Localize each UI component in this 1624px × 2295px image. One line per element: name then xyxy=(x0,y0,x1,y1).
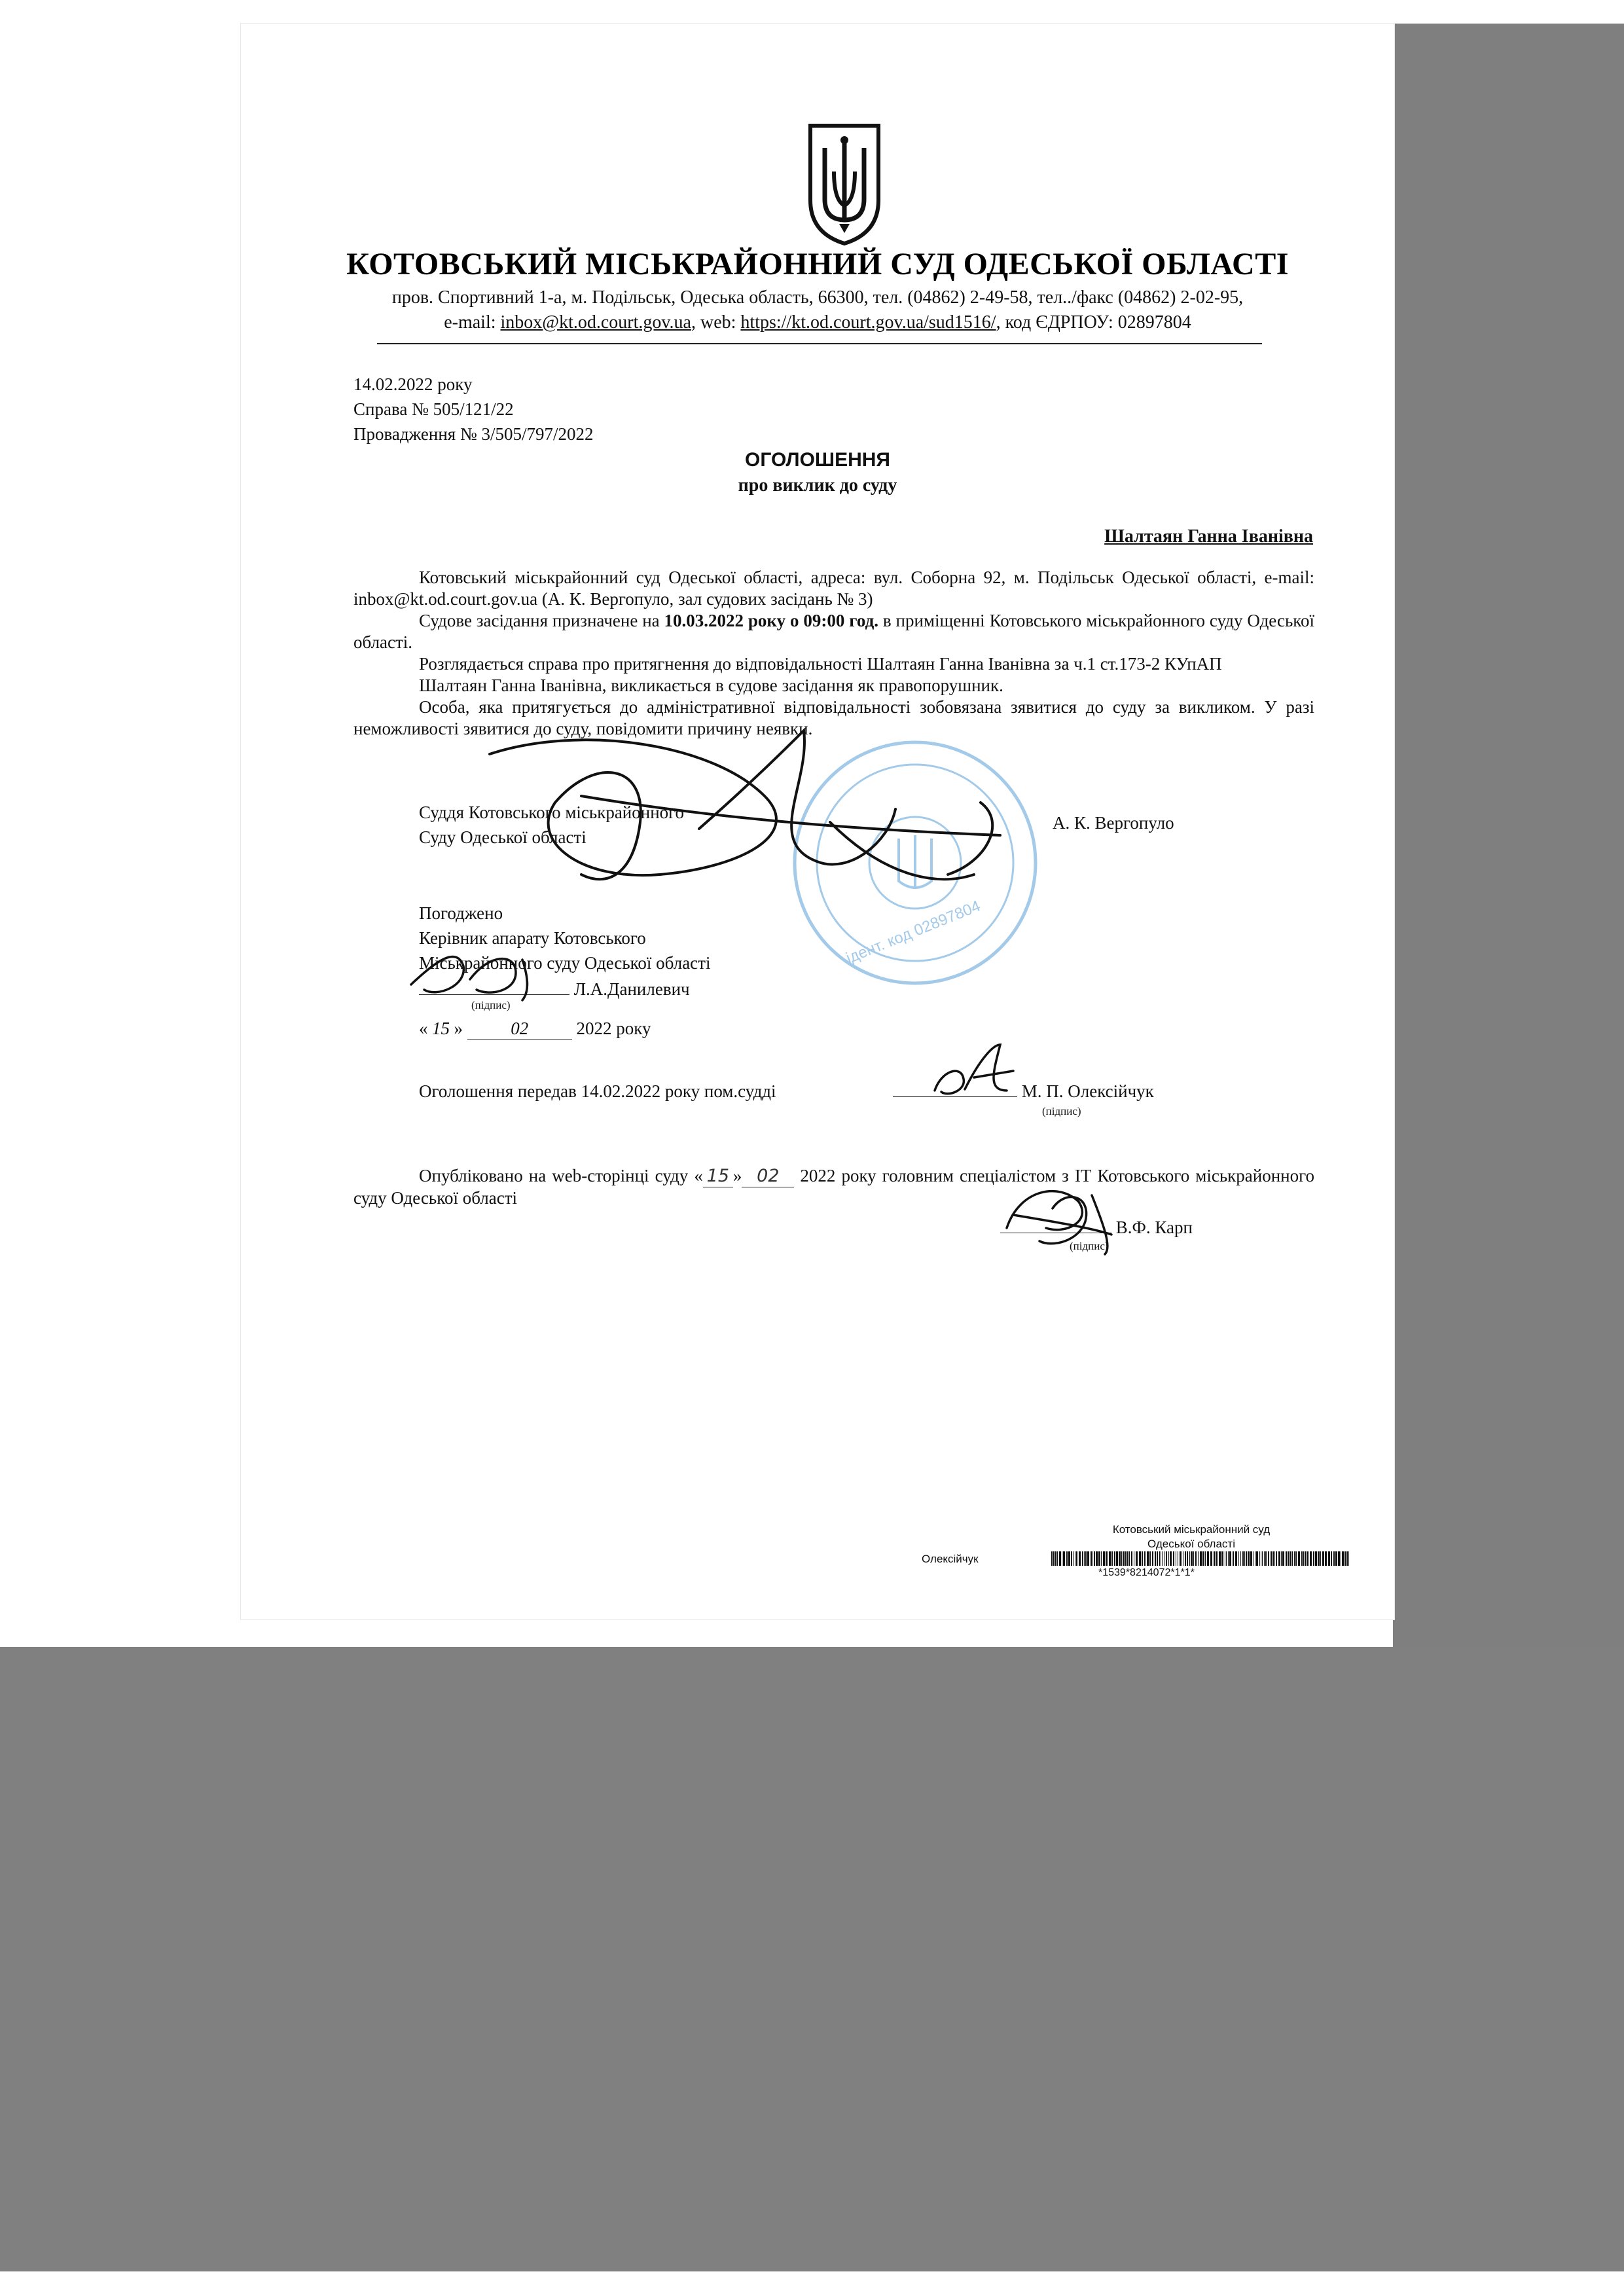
barcode-bar xyxy=(1226,1551,1227,1566)
barcode-bar xyxy=(1056,1551,1058,1566)
published-quote-close: » xyxy=(732,1166,742,1185)
published-tail: 2022 року головним спеціалістом з ІТ Котовського міськрайонного суду Одеської області xyxy=(353,1166,1314,1208)
barcode-bar xyxy=(1193,1551,1194,1566)
agreed-line-1: Керівник апарату Котовського xyxy=(419,928,646,948)
hearing-lead: Судове засідання призначене на xyxy=(419,611,664,630)
barcode-bar xyxy=(1087,1551,1089,1566)
barcode-bar xyxy=(1106,1551,1108,1566)
barcode-bar xyxy=(1264,1551,1265,1566)
barcode-bar xyxy=(1111,1551,1113,1566)
barcode-bar xyxy=(1315,1551,1317,1566)
judge-title-line-2: Суду Одеської області xyxy=(419,827,586,847)
agreed-signature-line xyxy=(419,979,690,1000)
barcode-bar xyxy=(1059,1551,1061,1566)
barcode-bar xyxy=(1272,1551,1274,1566)
footer-court-stamp xyxy=(1041,1523,1342,1551)
transfer-name: М. П. Олексійчук xyxy=(1021,1081,1154,1101)
barcode-bar xyxy=(1073,1551,1074,1566)
barcode-icon xyxy=(986,1551,1352,1566)
barcode-bar xyxy=(1162,1551,1163,1566)
barcode-bar xyxy=(1342,1551,1344,1566)
judge-title-line-1: Суддя Котовського міськрайонного xyxy=(419,803,685,822)
barcode-bar xyxy=(1129,1551,1130,1566)
court-name: КОТОВСЬКИЙ МІСЬКРАЙОННИЙ СУД ОДЕСЬКОЇ ОБЛАСТІ xyxy=(346,247,1289,281)
barcode-bar xyxy=(1278,1551,1280,1566)
barcode-bar xyxy=(1298,1551,1300,1566)
barcode-bar xyxy=(1328,1551,1330,1566)
web-link[interactable]: https://kt.od.court.gov.ua/sud1516/ xyxy=(740,312,996,333)
judge-name: А. К. Вергопуло xyxy=(1053,813,1174,833)
barcode-bar xyxy=(1265,1551,1267,1566)
barcode-bar xyxy=(1159,1551,1160,1566)
barcode-bar xyxy=(1288,1551,1290,1566)
barcode-bar xyxy=(1286,1551,1287,1566)
barcode-bar xyxy=(1109,1551,1111,1566)
barcode-bar xyxy=(1094,1551,1095,1566)
barcode-bar xyxy=(1320,1551,1321,1566)
barcode-bar xyxy=(1166,1551,1167,1566)
agreed-name: Л.А.Данилевич xyxy=(573,979,690,999)
summons-paragraph: Шалтаян Ганна Іванівна, викликається в судове засідання як правопорушник. xyxy=(419,676,1003,695)
barcode-bar xyxy=(1294,1551,1295,1566)
barcode-bar xyxy=(1290,1551,1291,1566)
agreed-line-2: Міськрайонного суду Одеської області xyxy=(419,953,711,973)
barcode-bar xyxy=(1149,1551,1151,1566)
barcode-bar xyxy=(1256,1551,1258,1566)
published-paragraph xyxy=(353,1165,1314,1209)
barcode-bar xyxy=(1292,1551,1293,1566)
barcode-bar xyxy=(1139,1551,1141,1566)
barcode-bar xyxy=(1136,1551,1138,1566)
barcode-bar xyxy=(1268,1551,1269,1566)
barcode-bar xyxy=(1250,1551,1252,1566)
document-title: ОГОЛОШЕННЯ xyxy=(745,449,890,471)
scan-margin-bottom xyxy=(0,1647,1624,2295)
barcode-bar xyxy=(1322,1551,1324,1566)
barcode-bar xyxy=(1338,1551,1340,1566)
barcode-bar xyxy=(1242,1551,1244,1566)
email-link[interactable]: inbox@kt.od.court.gov.ua xyxy=(500,312,691,333)
barcode-bar xyxy=(1310,1551,1312,1566)
published-month: 02 xyxy=(742,1165,794,1187)
court-info-paragraph: Котовський міськрайонний суд Одеської області, адреса: вул. Соборна 92, м. Подільськ Одеської області, e-mail: inbox@kt.od.court.gov.ua (А. К. Вергопуло, зал судових засідань № 3) xyxy=(353,568,1314,609)
barcode-bar xyxy=(1116,1551,1118,1566)
quote-open: « xyxy=(419,1019,428,1038)
stamp-code-text: ідент. код 02897804 xyxy=(843,897,983,967)
barcode-bar xyxy=(1305,1551,1306,1566)
barcode-bar xyxy=(1066,1551,1068,1566)
scan-edge-bottom xyxy=(0,2271,1624,2295)
barcode-bar xyxy=(1119,1551,1121,1566)
agreed-block xyxy=(419,901,710,975)
hearing-paragraph xyxy=(353,610,1314,653)
barcode-bar xyxy=(1123,1551,1125,1566)
obligation-paragraph: Особа, яка притягується до адміністративної відповідальності зобовязана зявитися до суду за викликом. У разі неможливості зявитися до суду, повідомити причину неявки. xyxy=(353,697,1314,738)
barcode-bar xyxy=(1301,1551,1303,1566)
publisher-signature-line xyxy=(1000,1218,1193,1238)
barcode-bar xyxy=(1051,1551,1053,1566)
barcode-bar xyxy=(1228,1551,1229,1566)
barcode-bar xyxy=(1274,1551,1275,1566)
barcode-bar xyxy=(1131,1551,1132,1566)
barcode-bar xyxy=(1185,1551,1186,1566)
barcode-bar xyxy=(1055,1551,1056,1566)
notice-body xyxy=(353,567,1314,740)
contact-line xyxy=(241,310,1394,335)
barcode-bar xyxy=(1079,1551,1081,1566)
barcode-bar xyxy=(1205,1551,1206,1566)
publisher-name: В.Ф. Карп xyxy=(1115,1218,1193,1237)
barcode-bar xyxy=(1202,1551,1204,1566)
barcode-bar xyxy=(1068,1551,1070,1566)
barcode-bar xyxy=(1053,1551,1055,1566)
barcode-bar xyxy=(1170,1551,1172,1566)
document-subtitle: про виклик до суду xyxy=(738,475,897,496)
barcode-bar xyxy=(1346,1551,1348,1566)
barcode-bar xyxy=(1214,1551,1215,1566)
barcode-bar xyxy=(1262,1551,1263,1566)
addressee-name: Шалтаян Ганна Іванівна xyxy=(1104,526,1313,547)
case-number: Справа № 505/121/22 xyxy=(353,399,514,419)
hearing-datetime: 10.03.2022 року о 09:00 год. xyxy=(664,611,878,630)
footer-court-line-1: Котовський міськрайонний суд xyxy=(1112,1523,1271,1536)
barcode-bar xyxy=(1180,1551,1182,1566)
barcode-bar xyxy=(1248,1551,1250,1566)
barcode-bar xyxy=(1233,1551,1234,1566)
barcode-bar xyxy=(1121,1551,1122,1566)
barcode-bar xyxy=(1216,1551,1218,1566)
barcode-bar xyxy=(1085,1551,1087,1566)
barcode-bar xyxy=(1098,1551,1100,1566)
barcode-bar xyxy=(1076,1551,1077,1566)
barcode-bar xyxy=(1071,1551,1072,1566)
quote-close: » xyxy=(454,1019,463,1038)
barcode-bar xyxy=(1281,1551,1282,1566)
signature-caption: (підпис) xyxy=(471,999,511,1011)
barcode-bar xyxy=(1282,1551,1284,1566)
judge-title xyxy=(419,800,684,850)
document-page xyxy=(241,24,1394,1619)
barcode-bar xyxy=(1221,1551,1223,1566)
barcode-bar xyxy=(1303,1551,1304,1566)
barcode-bar xyxy=(1200,1551,1202,1566)
signature-blank xyxy=(893,1096,1017,1097)
barcode-bar xyxy=(1173,1551,1174,1566)
barcode-bar xyxy=(1198,1551,1199,1566)
barcode-bar xyxy=(1187,1551,1188,1566)
barcode-bar xyxy=(1235,1551,1237,1566)
published-day: 15 xyxy=(703,1165,733,1187)
court-address xyxy=(241,285,1394,335)
document-date: 14.02.2022 року xyxy=(353,374,473,394)
barcode-bar xyxy=(1084,1551,1085,1566)
barcode-bar xyxy=(1063,1551,1065,1566)
barcode-bar xyxy=(1219,1551,1221,1566)
barcode-bar xyxy=(1259,1551,1260,1566)
barcode-text: *1539*8214072*1*1* xyxy=(1098,1567,1195,1578)
published-lead: Опубліковано на web-сторінці суду « xyxy=(419,1166,703,1185)
header-divider xyxy=(377,343,1262,344)
barcode-bar xyxy=(1127,1551,1128,1566)
coat-of-arms-icon xyxy=(805,122,884,246)
barcode-bar xyxy=(1331,1551,1332,1566)
edrpou-code: , код ЄДРПОУ: 02897804 xyxy=(996,312,1191,333)
barcode-bar xyxy=(1168,1551,1169,1566)
barcode-bar xyxy=(1348,1551,1349,1566)
barcode-bar xyxy=(1229,1551,1231,1566)
agreed-year: 2022 року xyxy=(576,1019,651,1038)
footer-court-line-2: Одеської області xyxy=(1147,1538,1235,1550)
barcode-bar xyxy=(1125,1551,1127,1566)
barcode-bar xyxy=(1307,1551,1308,1566)
signature-blank xyxy=(419,994,569,995)
transfer-text: Оголошення передав 14.02.2022 року пом.судді xyxy=(419,1081,776,1101)
barcode-bar xyxy=(1096,1551,1098,1566)
transfer-signature-line xyxy=(893,1081,1154,1102)
barcode-bar xyxy=(1152,1551,1153,1566)
barcode-bar xyxy=(1144,1551,1146,1566)
barcode-bar xyxy=(1207,1551,1209,1566)
case-paragraph: Розглядається справа про притягнення до відповідальності Шалтаян Ганна Іванівна за ч.1 ст.173-2 КУпАП xyxy=(419,654,1222,674)
footer-clerk-label: Олексійчук xyxy=(922,1553,979,1565)
barcode-bar xyxy=(1271,1551,1272,1566)
barcode-bar xyxy=(1295,1551,1297,1566)
barcode-bar xyxy=(1155,1551,1156,1566)
barcode-bar xyxy=(1210,1551,1212,1566)
barcode-bar xyxy=(1333,1551,1335,1566)
barcode-bar xyxy=(1147,1551,1149,1566)
barcode-bar xyxy=(1318,1551,1320,1566)
agreed-label: Погоджено xyxy=(419,903,503,923)
barcode-bar xyxy=(1325,1551,1327,1566)
signature-caption: (підпис) xyxy=(1070,1240,1109,1252)
barcode-bar xyxy=(1276,1551,1277,1566)
barcode-bar xyxy=(1244,1551,1245,1566)
barcode-bar xyxy=(1157,1551,1158,1566)
barcode-bar xyxy=(1082,1551,1083,1566)
web-prefix: , web: xyxy=(691,312,741,333)
hearing-place: в приміщенні Котовського міськрайонного суду Одеської області. xyxy=(353,611,1315,652)
barcode-bar xyxy=(1246,1551,1247,1566)
barcode-bar xyxy=(1313,1551,1314,1566)
barcode-bar xyxy=(1189,1551,1190,1566)
agreed-date xyxy=(419,1019,651,1039)
barcode-bar xyxy=(1344,1551,1346,1566)
barcode-bar xyxy=(1191,1551,1193,1566)
reference-block xyxy=(353,372,593,446)
barcode-bar xyxy=(1240,1551,1241,1566)
barcode-bar xyxy=(1103,1551,1105,1566)
scan-margin-right xyxy=(1393,24,1624,1647)
barcode-bar xyxy=(1114,1551,1115,1566)
barcode-bar xyxy=(1101,1551,1102,1566)
barcode-bar xyxy=(1335,1551,1337,1566)
signature-caption: (підпис) xyxy=(1042,1105,1081,1117)
barcode-bar xyxy=(1238,1551,1239,1566)
barcode-bar xyxy=(1142,1551,1143,1566)
barcode-bar xyxy=(1091,1551,1092,1566)
agreed-month: 02 xyxy=(467,1019,572,1039)
barcode-bar xyxy=(1195,1551,1197,1566)
official-stamp xyxy=(795,742,1036,983)
address-line: пров. Спортивний 1-а, м. Подільськ, Одеська область, 66300, тел. (04862) 2-49-58, тел../факс (04862) 2-02-95, xyxy=(391,287,1244,308)
agreed-day: 15 xyxy=(432,1019,450,1038)
email-prefix: e-mail: xyxy=(444,312,501,333)
proceeding-number: Провадження № 3/505/797/2022 xyxy=(353,424,594,444)
